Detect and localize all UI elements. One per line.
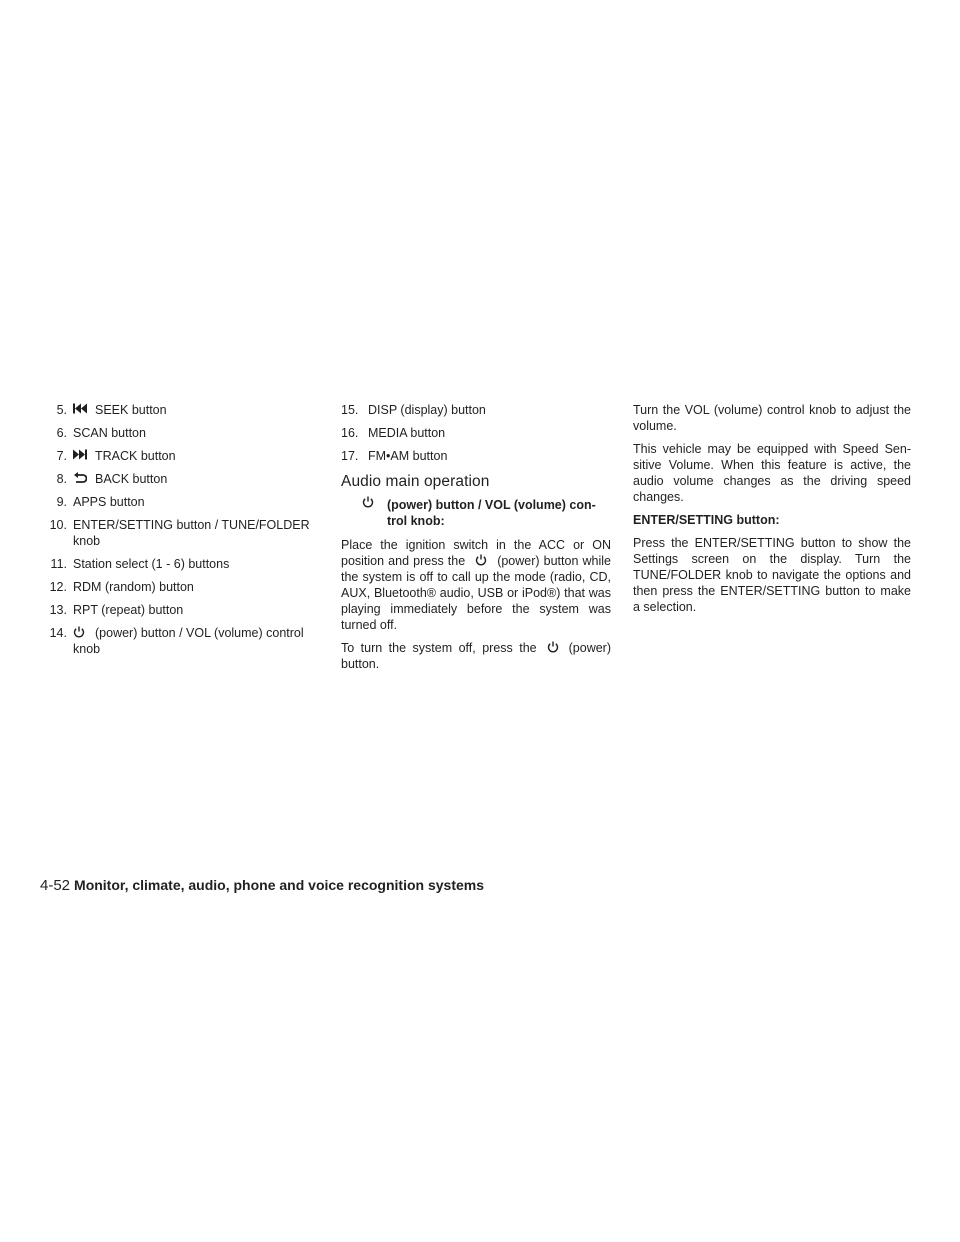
chapter-title: Monitor, climate, audio, phone and voice recognition systems xyxy=(74,877,484,893)
list-item-fm-am: 17. FM•AM button xyxy=(341,449,448,463)
list-item-apps: 9. APPS button xyxy=(56,495,145,509)
power-icon xyxy=(547,641,561,653)
list-item-station-select: 11. Station select (1 - 6) buttons xyxy=(50,557,230,571)
list-item-back: 8. BACK button xyxy=(56,472,168,486)
paragraph-power-on: Place the ignition switch in the ACC or ON position and press the (power) button while the system is off to call up the mode (radio, CD, AUX, Bluetooth® audio, USB or iPod®) that was playing immediately before the system was turned off. xyxy=(341,538,611,632)
paragraph-power-off: To turn the system off, press the (power) button. xyxy=(341,641,611,671)
power-icon xyxy=(362,496,374,512)
back-arrow-icon xyxy=(73,472,89,484)
track-forward-icon xyxy=(73,449,89,461)
list-item-enter-setting: 10. ENTER/SETTING button / TUNE/FOLDER knob xyxy=(49,518,310,548)
enter-setting-label: ENTER/SETTING button: xyxy=(633,513,780,527)
button-list-left xyxy=(41,402,326,664)
list-item-rpt: 13. RPT (repeat) button xyxy=(49,603,184,617)
paragraph-speed-sensitive: This vehicle may be equipped with Speed Sen- sitive Volume. When this feature is active, the audio volume changes as the driving speed changes. xyxy=(633,442,911,504)
list-item-media: 16. MEDIA button xyxy=(341,426,446,440)
right-column xyxy=(633,402,911,622)
list-item-seek: 5. SEEK button xyxy=(56,403,167,417)
page-number: 4-52 xyxy=(40,877,71,894)
list-item-disp: 15. DISP (display) button xyxy=(341,403,486,417)
list-item-scan: 6. SCAN button xyxy=(56,426,146,440)
seek-back-icon xyxy=(73,403,89,415)
power-icon xyxy=(73,626,89,638)
paragraph-volume: Turn the VOL (volume) control knob to adjust the volume. xyxy=(633,403,911,433)
list-item-rdm: 12. RDM (random) button xyxy=(49,580,194,594)
subheading-power-vol: (power) button / VOL (volume) con- trol knob: xyxy=(341,497,611,529)
list-item-power: 14. (power) button / VOL (volume) control knob xyxy=(49,626,304,656)
paragraph-enter-setting: Press the ENTER/SETTING button to show the Settings screen on the display. Turn the TUNE/FOLDER knob to navigate the options and then press the ENTER/SETTING button to make a selection. xyxy=(633,536,911,614)
page-footer xyxy=(40,877,484,894)
section-heading: Audio main operation xyxy=(341,473,490,490)
list-item-track: 7. TRACK button xyxy=(56,449,176,463)
power-icon xyxy=(475,554,489,566)
middle-column xyxy=(341,402,611,679)
